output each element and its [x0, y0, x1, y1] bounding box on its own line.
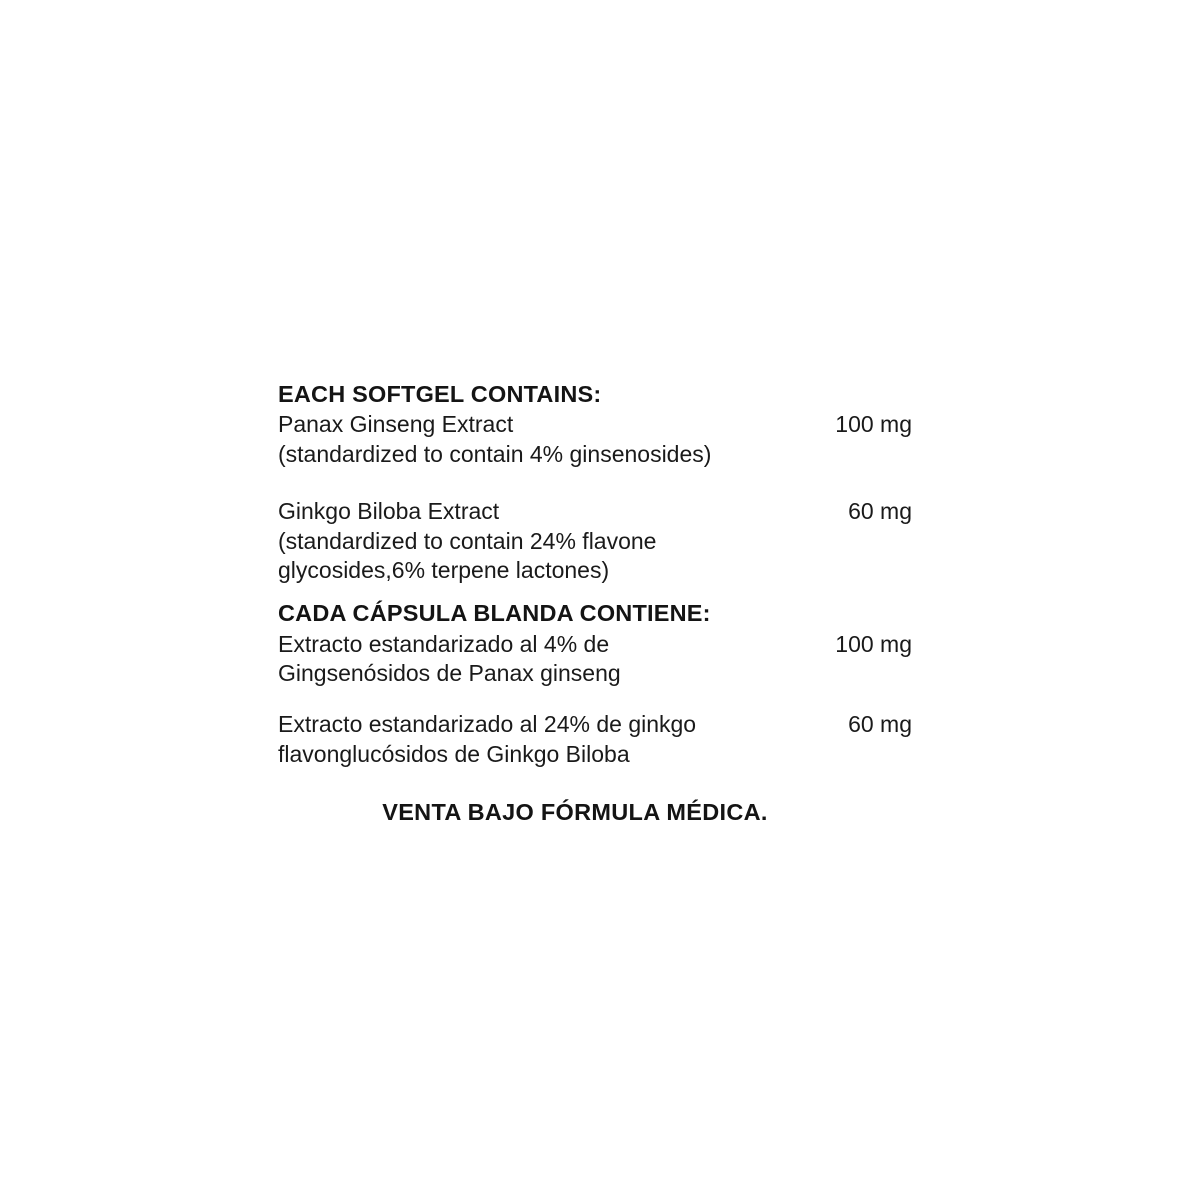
ingrediente-cantidad: 100 mg	[835, 630, 912, 657]
ingrediente-fila-ginkgo-biloba	[278, 710, 912, 769]
spanish-section	[278, 599, 912, 769]
ingrediente-linea	[278, 630, 912, 659]
ingredient-amount: 60 mg	[848, 498, 912, 525]
ingrediente-nombre: Extracto estandarizado al 4% de	[278, 630, 610, 657]
english-section	[278, 380, 912, 585]
ingredient-name: Panax Ginseng Extract	[278, 411, 514, 438]
ingrediente-nombre: Extracto estandarizado al 24% de ginkgo	[278, 711, 697, 738]
supplement-facts-panel	[278, 380, 912, 826]
spacer	[278, 688, 912, 710]
ingredient-line	[278, 497, 912, 526]
ingrediente-fila-panax-ginseng	[278, 630, 912, 689]
ingredient-name: Ginkgo Biloba Extract	[278, 498, 500, 525]
spacer	[278, 585, 912, 599]
ingredient-amount: 100 mg	[835, 411, 912, 438]
ingredient-line	[278, 410, 912, 439]
ingrediente-detalle: flavonglucósidos de Ginkgo Biloba	[278, 740, 630, 767]
ingredient-row-panax-ginseng	[278, 410, 912, 469]
spacer	[278, 469, 912, 497]
ingredient-detail: (standardized to contain 4% ginsenosides)	[278, 440, 712, 467]
ingredient-detail: (standardized to contain 24% flavone glycosides,6% terpene lactones)	[278, 527, 657, 583]
prescription-notice: VENTA BAJO FÓRMULA MÉDICA.	[382, 799, 768, 826]
spanish-section-heading: CADA CÁPSULA BLANDA CONTIENE:	[278, 600, 711, 627]
english-section-heading: EACH SOFTGEL CONTAINS:	[278, 381, 602, 407]
ingredient-row-ginkgo-biloba	[278, 497, 912, 585]
ingrediente-linea	[278, 710, 912, 739]
ingrediente-cantidad: 60 mg	[848, 711, 912, 738]
ingrediente-detalle: Gingsenósidos de Panax ginseng	[278, 660, 621, 686]
